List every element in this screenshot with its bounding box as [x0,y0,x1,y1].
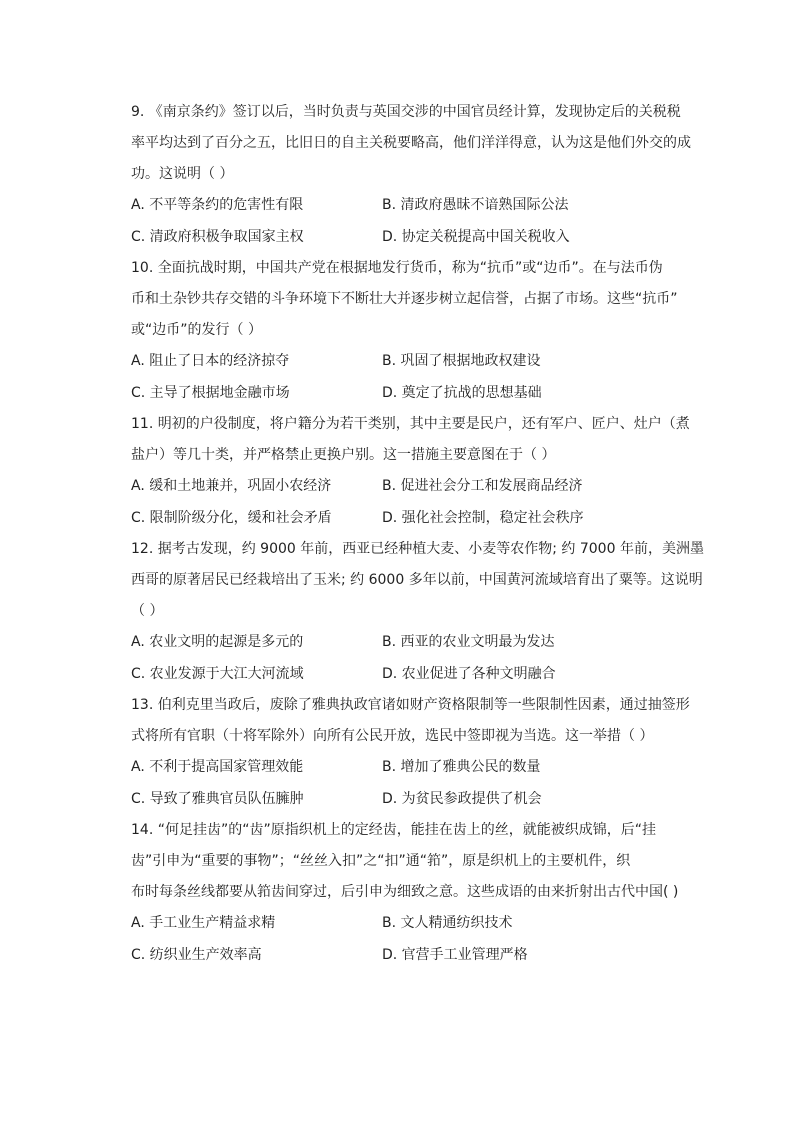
option-d: D. 强化社会控制，稳定社会秩序 [382,510,584,526]
option-a: A. 阻止了日本的经济掠夺 [131,353,290,369]
option-b: B. 巩固了根据地政权建设 [382,353,541,369]
option-c: C. 主导了根据地金融市场 [131,385,290,401]
question-stem-line: 13. 伯利克里当政后，废除了雅典执政官诸如财产资格限制等一些限制性因素，通过抽签形 [131,697,690,713]
question-stem-line: 币和土杂钞共存交错的斗争环境下不断壮大并逐步树立起信誉，占据了市场。这些“抗币” [131,291,678,307]
question-stem-line: 盐户）等几十类，并严格禁止更换户别。这一措施主要意图在于（ ） [131,447,556,463]
option-b: B. 促进社会分工和发展商品经济 [382,478,583,494]
question-stem-line: 10. 全面抗战时期，中国共产党在根据地发行货币，称为“抗币”或“边币”。在与法币伪 [131,260,663,276]
question-stem-line: 率平均达到了百分之五，比旧日的自主关税要略高，他们洋洋得意，认为这是他们外交的成 [131,135,691,151]
option-d: D. 官营手工业管理严格 [382,947,528,963]
option-b: B. 西亚的农业文明最为发达 [382,634,555,650]
option-b: B. 文人精通纺织技术 [382,915,513,931]
option-a: A. 不平等条约的危害性有限 [131,197,304,213]
option-c: C. 农业发源于大江大河流域 [131,666,304,682]
option-c: C. 限制阶级分化，缓和社会矛盾 [131,510,332,526]
question-stem-line: 齿”引申为“重要的事物”；“丝丝入扣”之“扣”通“筘”，原是织机上的主要机件，织 [131,853,631,869]
option-a: A. 农业文明的起源是多元的 [131,634,304,650]
option-b: B. 清政府愚昧不谙熟国际公法 [382,197,569,213]
option-a: A. 手工业生产精益求精 [131,915,276,931]
question-stem-line: 11. 明初的户役制度，将户籍分为若干类别，其中主要是民户，还有军户、匠户、灶户（煮 [131,416,690,432]
option-c: C. 纺织业生产效率高 [131,947,262,963]
question-stem-line: 14. “何足挂齿”的“齿”原指织机上的定经齿，能挂在齿上的丝，就能被织成锦，后“挂 [131,822,656,838]
question-stem-line: 西哥的原著居民已经栽培出了玉米; 约 6000 多年以前，中国黄河流域培育出了粟等。这说明 [131,572,703,588]
question-stem-line: 式将所有官职（十将军除外）向所有公民开放，选民中签即视为当选。这一举措（ ） [131,728,654,744]
option-d: D. 为贫民参政提供了机会 [382,791,542,807]
question-stem-line: 或“边币”的发行（ ） [131,322,262,338]
question-stem-line: 功。这说明（ ） [131,166,234,182]
option-d: D. 农业促进了各种文明融合 [382,666,556,682]
option-d: D. 奠定了抗战的思想基础 [382,385,542,401]
option-d: D. 协定关税提高中国关税收入 [382,229,570,245]
option-a: A. 不利于提高国家管理效能 [131,759,304,775]
option-c: C. 导致了雅典官员队伍臃肿 [131,791,304,807]
option-b: B. 增加了雅典公民的数量 [382,759,541,775]
option-c: C. 清政府积极争取国家主权 [131,229,304,245]
question-stem-line: 布时每条丝线都要从筘齿间穿过，后引申为细致之意。这些成语的由来折射出古代中国( ) [131,884,679,900]
option-a: A. 缓和土地兼并，巩固小农经济 [131,478,332,494]
question-stem-line: 12. 据考古发现，约 9000 年前，西亚已经种植大麦、小麦等农作物; 约 7000 年前，美洲墨 [131,541,704,557]
question-stem-line: （ ） [131,603,164,619]
question-stem-line: 9. 《南京条约》签订以后，当时负责与英国交涉的中国官员经计算，发现协定后的关税税 [131,104,681,120]
